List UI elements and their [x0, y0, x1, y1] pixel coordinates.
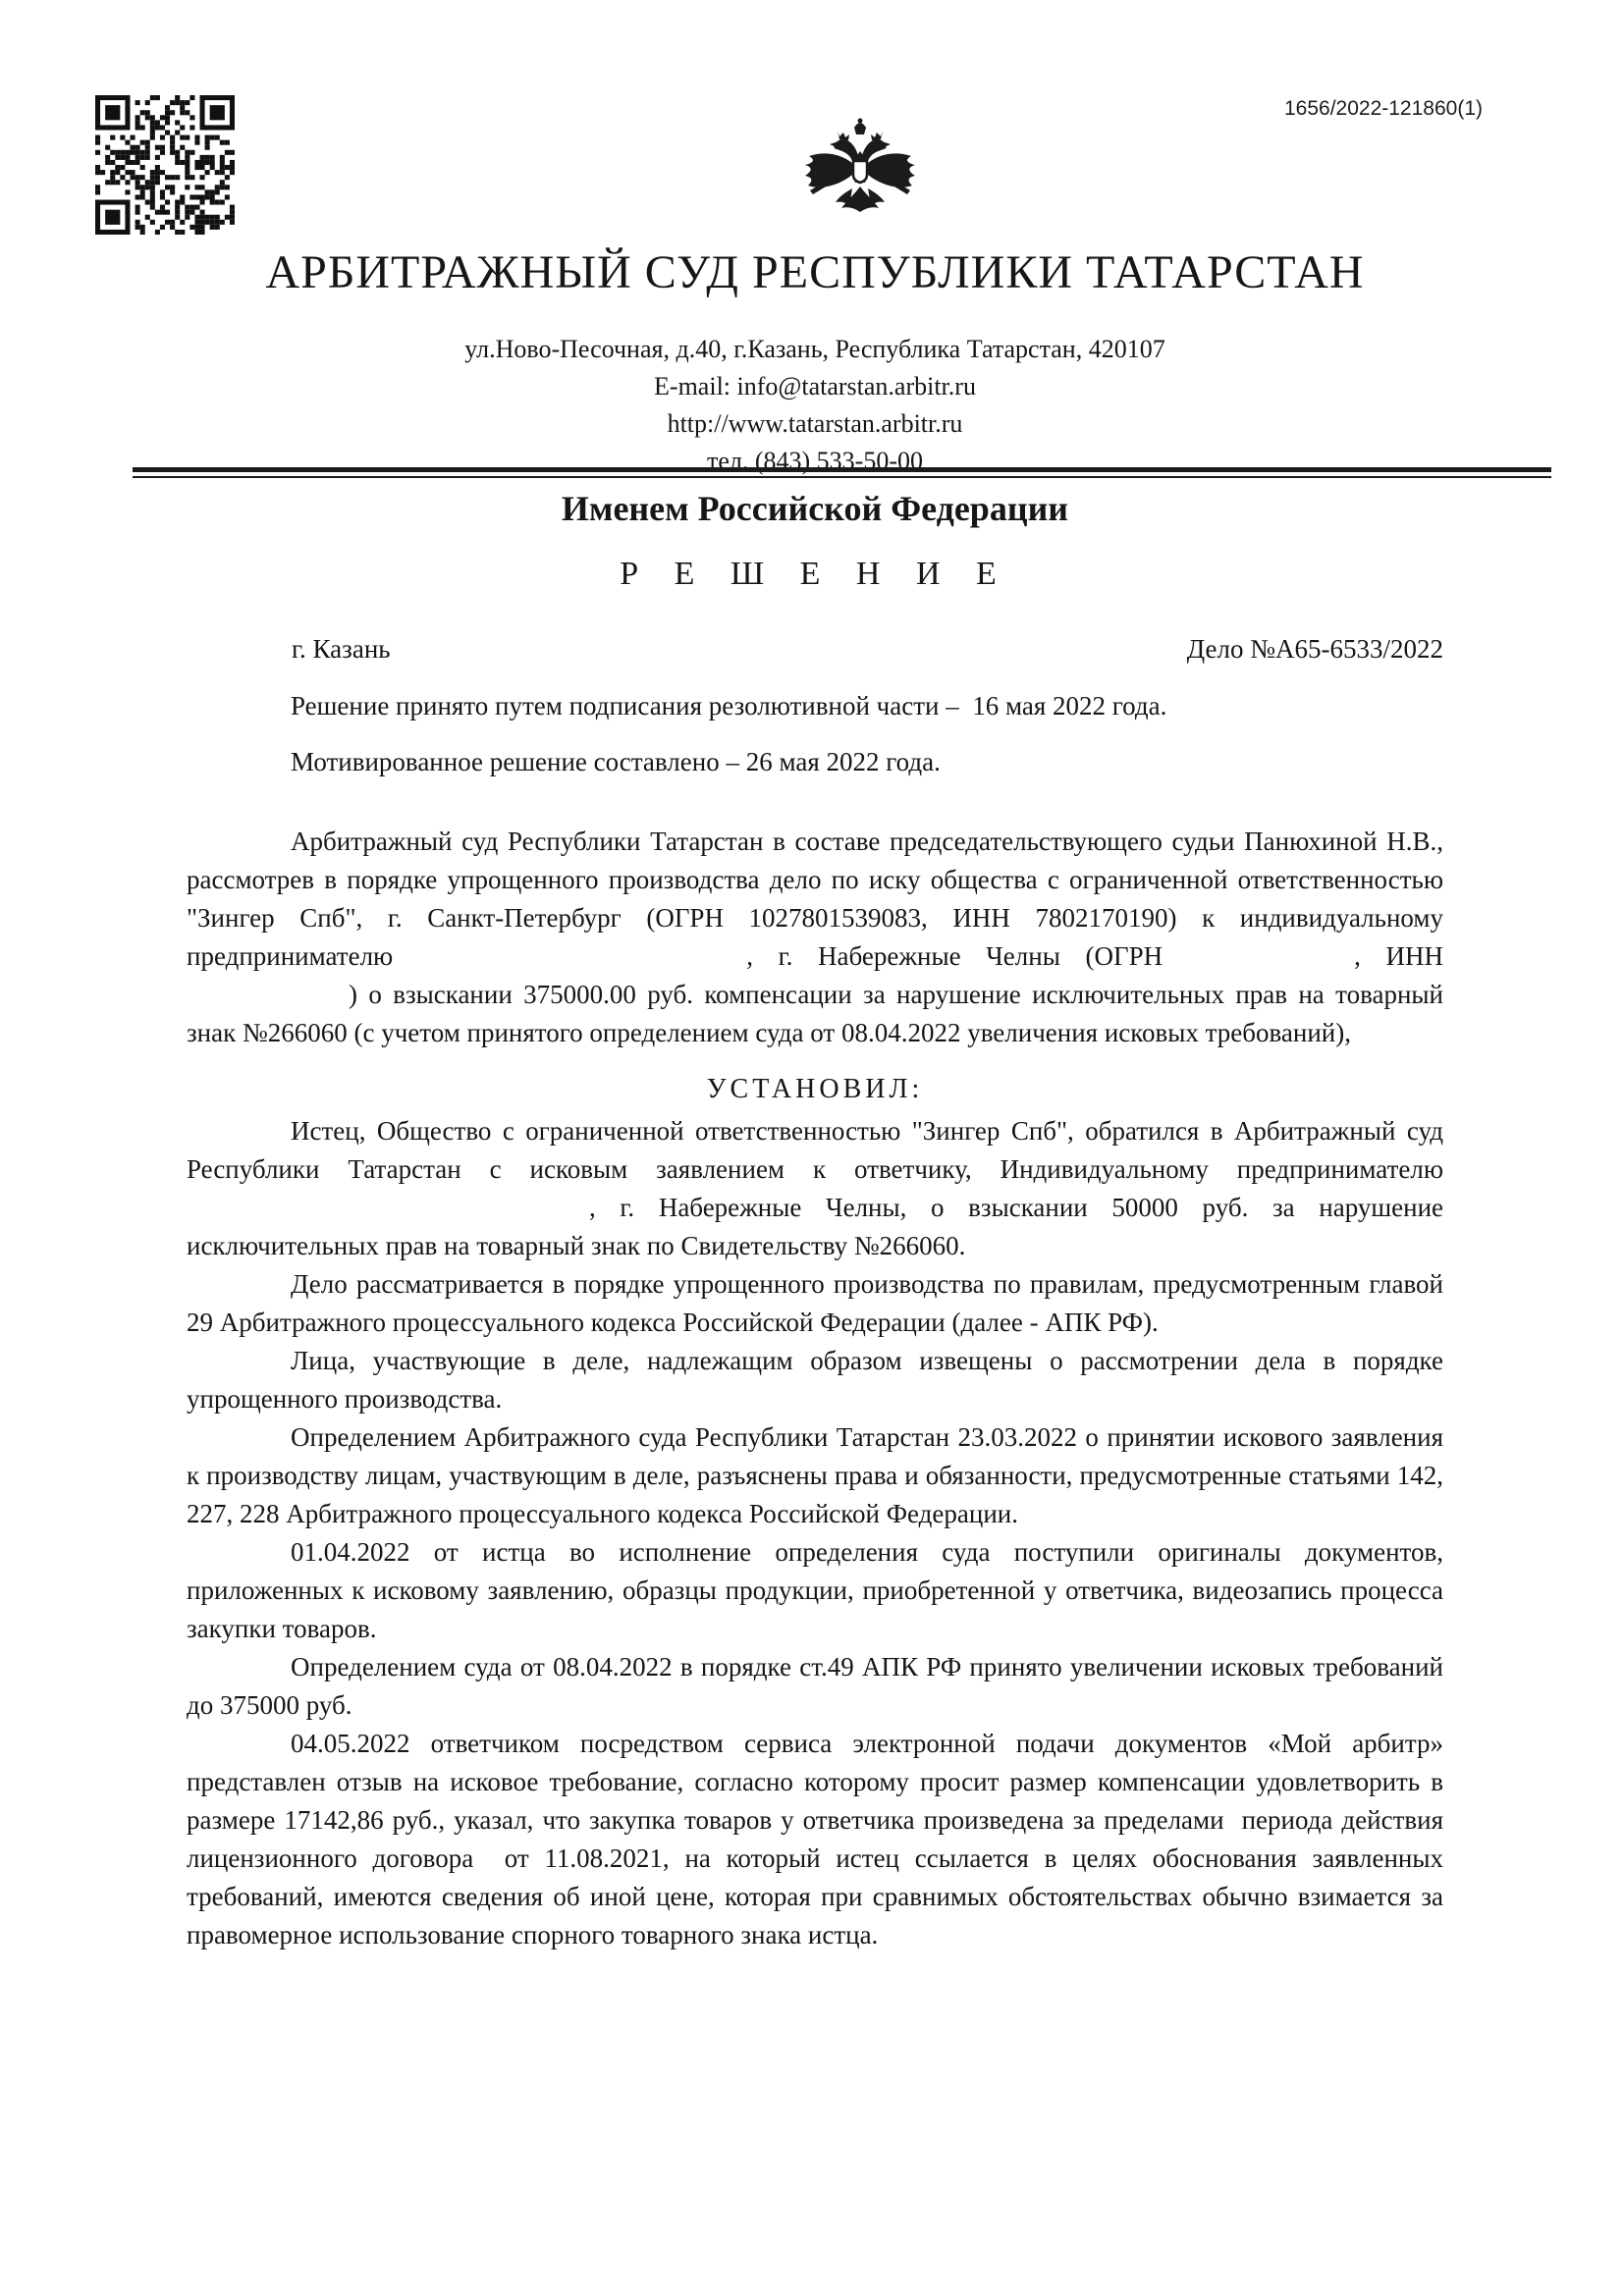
paragraph: 04.05.2022 ответчиком посредством сервиса электронной подачи документов «Мой арбитр» представлен отзыв на исковое требование, согласно которому просит размер компенсации удовлетворить в размере 17142,86 руб., указал, что закупка товаров у ответчика произведена за пределами периода действия лицензионного договора от 11.08.2021, на который истец ссылается в целях обоснования заявленных требований, имеются сведения об иной цене, которая при сравнимых обстоятельствах обычно взимается за правомерное использование спорного товарного знака истца. [187, 1729, 1443, 1949]
paragraph: Дело рассматривается в порядке упрощенного производства по правилам, предусмотренным главой 29 Арбитражного процессуального кодекса Российской Федерации (далее - АПК РФ). [187, 1269, 1443, 1337]
letterhead-divider [133, 467, 1551, 478]
motivated-date-line: Мотивированное решение составлено – 26 мая 2022 года. [291, 747, 941, 776]
paragraph: Арбитражный суд Республики Татарстан в составе председательствующего судьи Панюхиной Н.В., рассмотрев в порядке упрощенного производства дело по иску общества с ограниченной ответственностью "Зингер Спб", г. Санкт-Петербург (ОГРН 1027801539083, ИНН 7802170190) к индивидуальному предпринимателю , г. Набережные Челны (ОГРН , ИНН) о взыскании 375000.00 руб. компенсации за нарушение исключительных прав на товарный знак №266060 (с учетом принятого определением суда от 08.04.2022 увеличения исковых требований), [187, 827, 1443, 1047]
court-contacts [123, 331, 1507, 480]
decision-body [187, 823, 1443, 1954]
resolution-date-line: Решение принято путем подписания резолютивной части – 16 мая 2022 года. [291, 691, 1167, 721]
case-city: г. Казань [292, 634, 391, 664]
in-the-name-heading: Именем Российской Федерации [561, 489, 1069, 528]
court-address: ул.Ново-Песочная, д.40, г.Казань, Республика Татарстан, 420107 [464, 335, 1165, 363]
court-email: E-mail: info@tatarstan.arbitr.ru [654, 372, 976, 400]
coat-of-arms-eagle-icon [796, 116, 924, 245]
case-line [187, 634, 1443, 665]
paragraph: Определением суда от 08.04.2022 в порядке ст.49 АПК РФ принято увеличении исковых требований до 375000 руб. [187, 1652, 1443, 1720]
redacted-text [187, 1001, 349, 1003]
paragraph: Определением Арбитражного суда Республики Татарстан 23.03.2022 о принятии искового заявления к производству лицам, участвующим в деле, разъяснены права и обязанности, предусмотренные статьями 142, 227, 228 Арбитражного процессуального кодекса Российской Федерации. [187, 1422, 1443, 1528]
court-name: АРБИТРАЖНЫЙ СУД РЕСПУБЛИКИ ТАТАРСТАН [265, 246, 1365, 298]
paragraph: Истец, Общество с ограниченной ответственностью "Зингер Спб", обратился в Арбитражный суд Республики Татарстан с исковым заявлением к ответчику, Индивидуальному предпринимателю, г. Набережные Челны, о взыскании 50000 руб. за нарушение исключительных прав на товарный знак по Свидетельству №266060. [187, 1116, 1443, 1260]
redacted-text [187, 1214, 589, 1216]
case-number: Дело №А65-6533/2022 [1186, 634, 1443, 664]
letterhead [123, 245, 1507, 480]
decision-heading: Р Е Ш Е Н И Е [620, 556, 1010, 592]
qr-code-icon [95, 95, 235, 235]
court-phone: тел. (843) 533-50-00 [706, 447, 923, 475]
paragraph: Лица, участвующие в деле, надлежащим образом извещены о рассмотрении дела в порядке упрощенного производства. [187, 1346, 1443, 1414]
document-number: 1656/2022-121860(1) [1283, 97, 1483, 120]
established-heading: УСТАНОВИЛ: [706, 1074, 924, 1104]
redacted-text [393, 963, 746, 965]
paragraph: 01.04.2022 от истца во исполнение определения суда поступили оригиналы документов, приложенных к исковому заявлению, образцы продукции, приобретенной у ответчика, видеозапись процесса закупки товаров. [187, 1537, 1443, 1643]
redacted-text [1163, 963, 1354, 965]
court-website: http://www.tatarstan.arbitr.ru [667, 409, 963, 438]
